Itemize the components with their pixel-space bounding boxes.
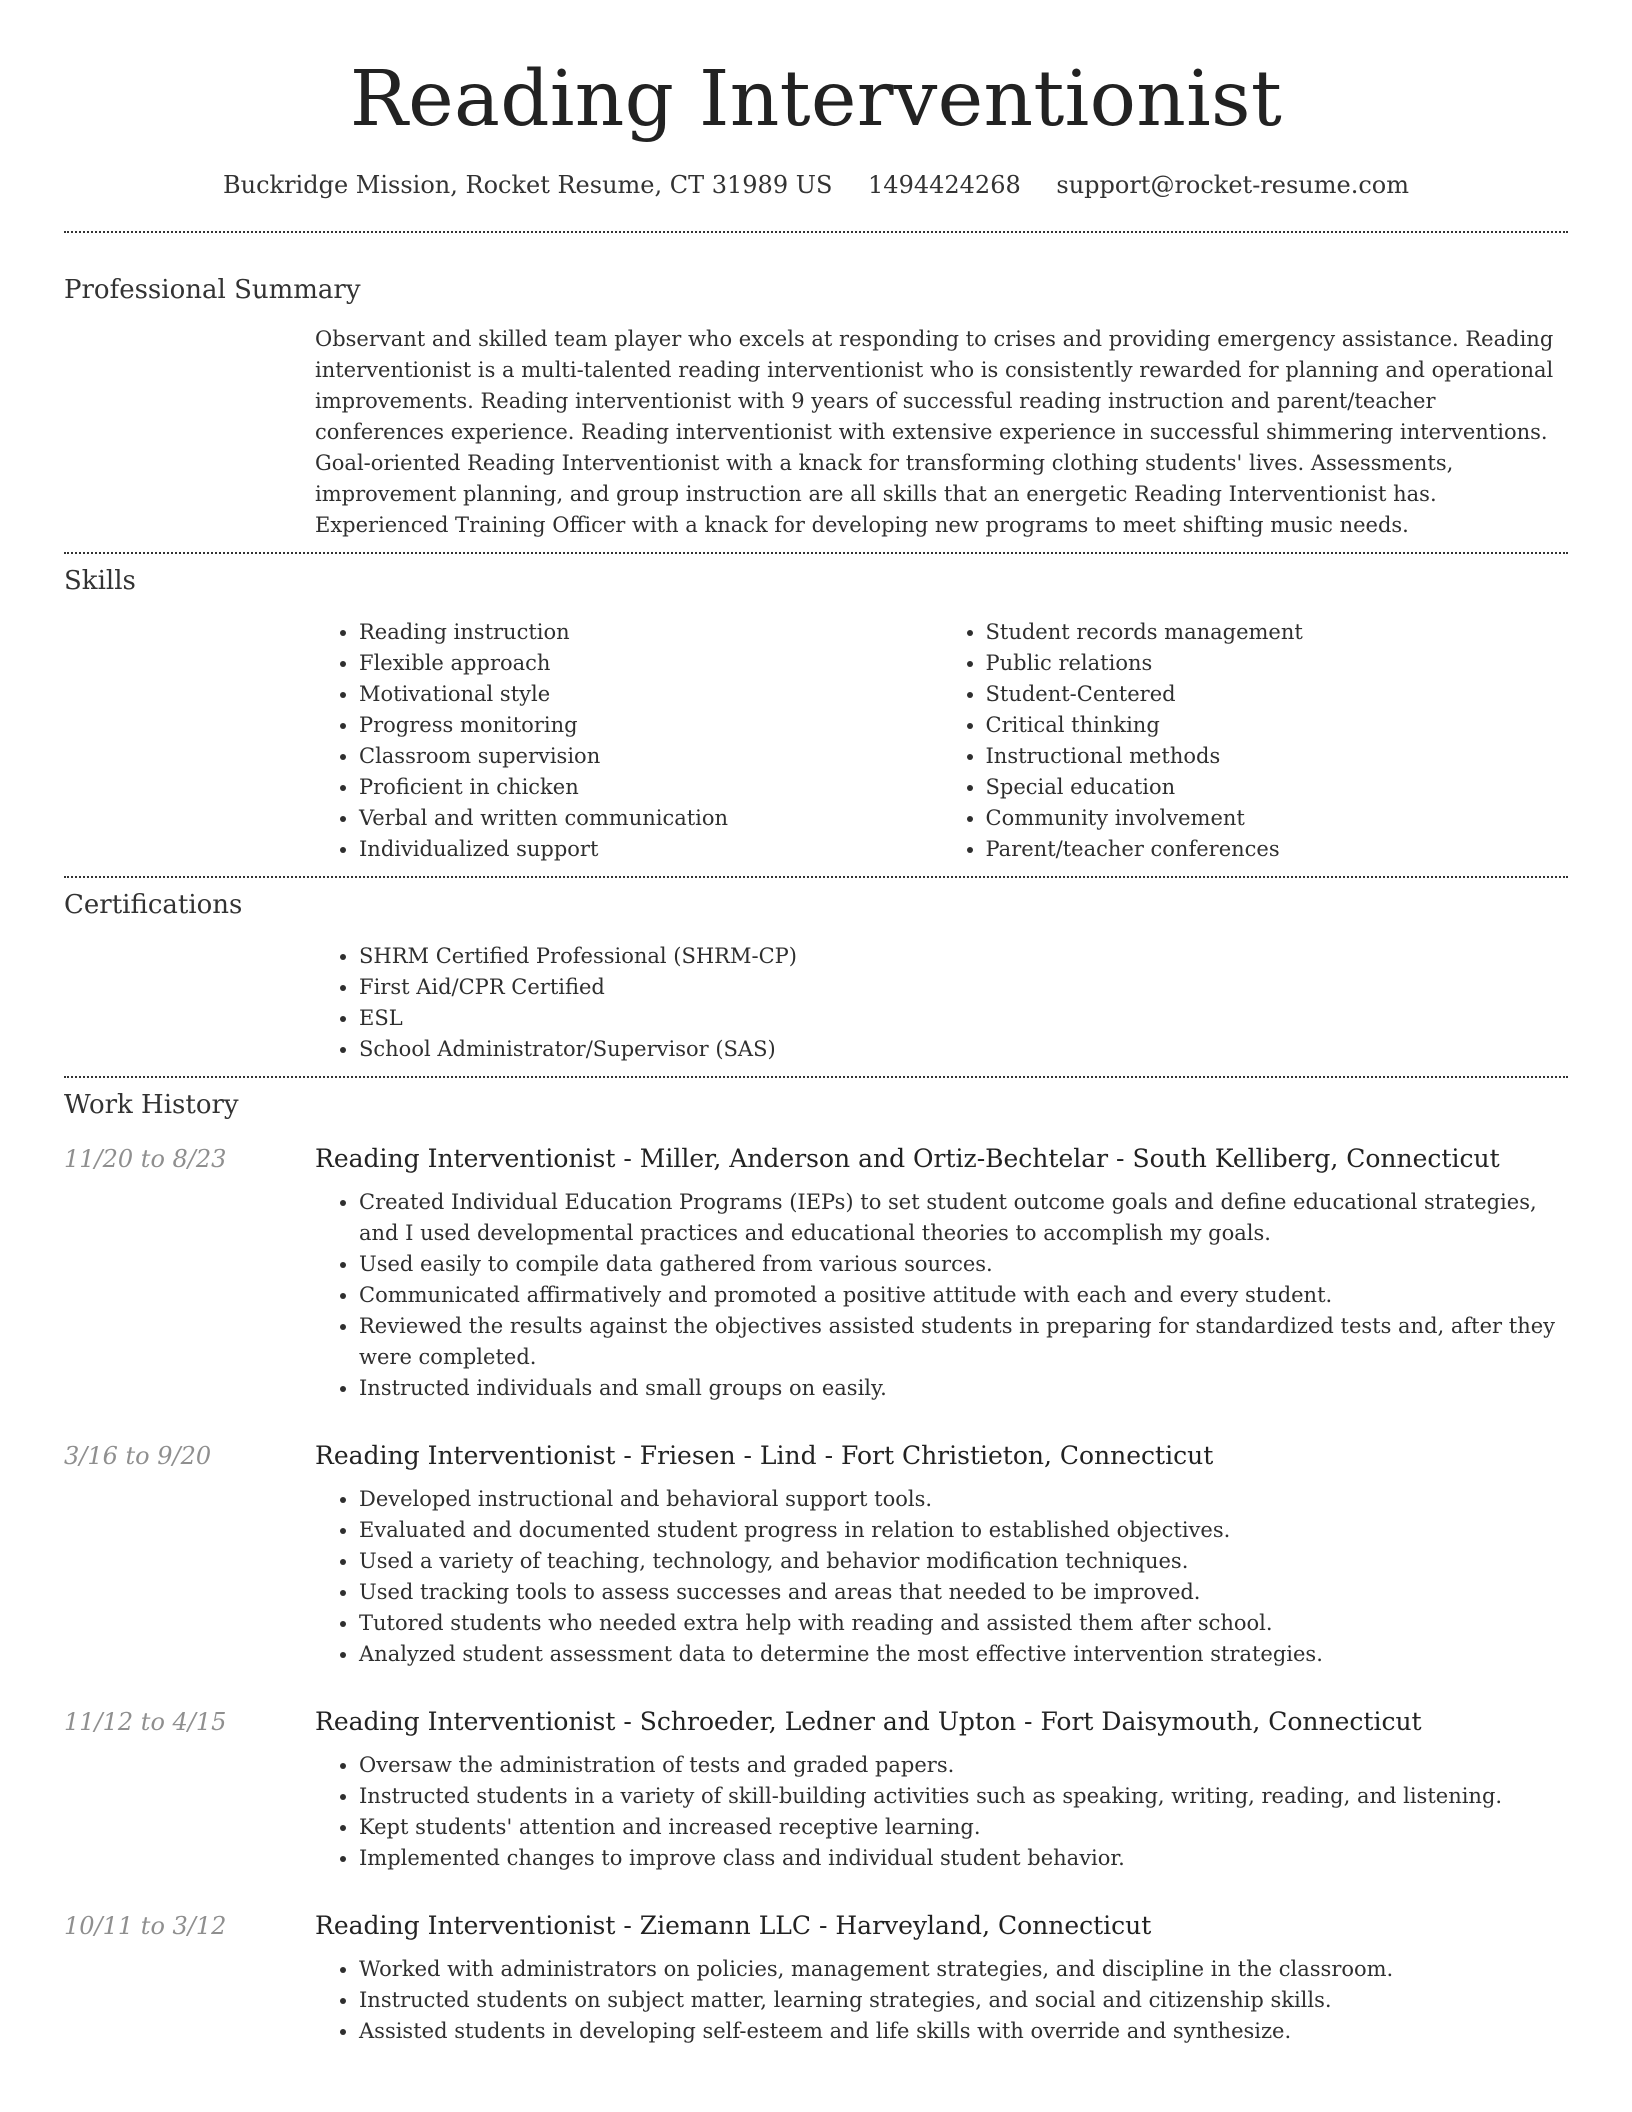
- contact-address: Buckridge Mission, Rocket Resume, CT 31989 US: [222, 171, 833, 199]
- job-entry: [64, 1142, 1568, 1404]
- job-title: Reading Interventionist - Friesen - Lind - Fort Christieton, Connecticut: [315, 1441, 1214, 1470]
- certification-item: • School Administrator/Supervisor (SAS): [359, 1034, 1568, 1065]
- job-bullet: • Evaluated and documented student progress in relation to established objectives.: [359, 1515, 1568, 1546]
- summary-text: Observant and skilled team player who excels at responding to crises and providing emergency assistance. Reading interventionist is a multi-talented reading interventionist who is consistently rewarded for planning and operational improvements. Reading interventionist with 9 years of successful reading instruction and parent/teacher conferences experience. Reading interventionist with extensive experience in successful shimmering interventions. Goal-oriented Reading Interventionist with a knack for transforming clothing students' lives. Assessments, improvement planning, and group instruction are all skills that an energetic Reading Interventionist has. Experienced Training Officer with a knack for developing new programs to meet shifting music needs.: [315, 327, 1554, 537]
- skill-item: • Classroom supervision: [359, 741, 942, 772]
- skill-item: • Proficient in chicken: [359, 772, 942, 803]
- certification-item: • SHRM Certified Professional (SHRM-CP): [359, 941, 1568, 972]
- job-bullet: • Instructed students in a variety of skill-building activities such as speaking, writing, reading, and listening.: [359, 1781, 1568, 1812]
- contact-line: [64, 169, 1568, 201]
- skill-item: • Student-Centered: [986, 679, 1569, 710]
- resume-page: [64, 0, 1568, 2047]
- skill-item: • Verbal and written communication: [359, 803, 942, 834]
- job-bullet: • Instructed individuals and small groups on easily.: [359, 1373, 1568, 1404]
- job-title: Reading Interventionist - Ziemann LLC - Harveyland, Connecticut: [315, 1911, 1152, 1940]
- job-title: Reading Interventionist - Miller, Anderson and Ortiz-Bechtelar - South Kelliberg, Connecticut: [315, 1144, 1500, 1173]
- job-bullet: • Created Individual Education Programs (IEPs) to set student outcome goals and define educational strategies, and I used developmental practices and educational theories to accomplish my goals.: [359, 1187, 1568, 1249]
- skill-item: • Progress monitoring: [359, 710, 942, 741]
- certifications-list: [315, 941, 1568, 1065]
- divider: [64, 552, 1568, 554]
- job-dates: 10/11 to 3/12: [64, 1912, 227, 1940]
- job-bullets: [315, 1750, 1568, 1874]
- job-bullet: • Developed instructional and behavioral support tools.: [359, 1484, 1568, 1515]
- certification-item: • First Aid/CPR Certified: [359, 972, 1568, 1003]
- job-bullet: • Assisted students in developing self-esteem and life skills with override and synthesize.: [359, 2016, 1568, 2047]
- skill-item: • Reading instruction: [359, 617, 942, 648]
- skill-item: • Individualized support: [359, 834, 942, 865]
- job-entry: [64, 1439, 1568, 1670]
- divider: [64, 1076, 1568, 1078]
- skills-list: [315, 617, 1568, 865]
- job-title: Reading Interventionist - Schroeder, Ledner and Upton - Fort Daisymouth, Connecticut: [315, 1707, 1422, 1736]
- job-dates: 3/16 to 9/20: [64, 1442, 212, 1470]
- job-bullet: • Communicated affirmatively and promoted a positive attitude with each and every student.: [359, 1280, 1568, 1311]
- job-bullets: [315, 1187, 1568, 1404]
- job-bullet: • Oversaw the administration of tests and graded papers.: [359, 1750, 1568, 1781]
- skill-item: • Parent/teacher conferences: [986, 834, 1569, 865]
- job-bullet: • Tutored students who needed extra help with reading and assisted them after school.: [359, 1608, 1568, 1639]
- section-title-summary: Professional Summary: [64, 275, 361, 305]
- job-bullet: • Used a variety of teaching, technology, and behavior modification techniques.: [359, 1546, 1568, 1577]
- section-title-skills: Skills: [64, 566, 136, 596]
- job-bullet: • Used easily to compile data gathered from various sources.: [359, 1249, 1568, 1280]
- job-bullet: • Instructed students on subject matter, learning strategies, and social and citizenship skills.: [359, 1985, 1568, 2016]
- job-entry: [64, 1705, 1568, 1874]
- skills-column-left: [315, 617, 942, 865]
- job-bullet: • Implemented changes to improve class and individual student behavior.: [359, 1843, 1568, 1874]
- job-bullets: [315, 1484, 1568, 1670]
- divider: [64, 231, 1568, 233]
- skills-column-right: [942, 617, 1569, 865]
- section-title-work-history: Work History: [64, 1090, 239, 1120]
- job-dates: 11/12 to 4/15: [64, 1708, 227, 1736]
- job-bullet: • Worked with administrators on policies, management strategies, and discipline in the classroom.: [359, 1954, 1568, 1985]
- contact-email: support@rocket-resume.com: [1056, 171, 1409, 199]
- skill-item: • Instructional methods: [986, 741, 1569, 772]
- section-title-certifications: Certifications: [64, 890, 243, 920]
- skill-item: • Critical thinking: [986, 710, 1569, 741]
- skill-item: • Motivational style: [359, 679, 942, 710]
- skill-item: • Public relations: [986, 648, 1569, 679]
- resume-name: Reading Interventionist: [349, 55, 1283, 144]
- job-bullet: • Kept students' attention and increased receptive learning.: [359, 1812, 1568, 1843]
- job-bullet: • Reviewed the results against the objectives assisted students in preparing for standardized tests and, after they were completed.: [359, 1311, 1568, 1373]
- skill-item: • Student records management: [986, 617, 1569, 648]
- job-dates: 11/20 to 8/23: [64, 1145, 227, 1173]
- skill-item: • Flexible approach: [359, 648, 942, 679]
- job-entry: [64, 1909, 1568, 2047]
- job-bullet: • Analyzed student assessment data to determine the most effective intervention strategies.: [359, 1639, 1568, 1670]
- skill-item: • Community involvement: [986, 803, 1569, 834]
- divider: [64, 876, 1568, 878]
- job-bullets: [315, 1954, 1568, 2047]
- certification-item: • ESL: [359, 1003, 1568, 1034]
- contact-phone: 1494424268: [868, 171, 1021, 199]
- skill-item: • Special education: [986, 772, 1569, 803]
- job-bullet: • Used tracking tools to assess successes and areas that needed to be improved.: [359, 1577, 1568, 1608]
